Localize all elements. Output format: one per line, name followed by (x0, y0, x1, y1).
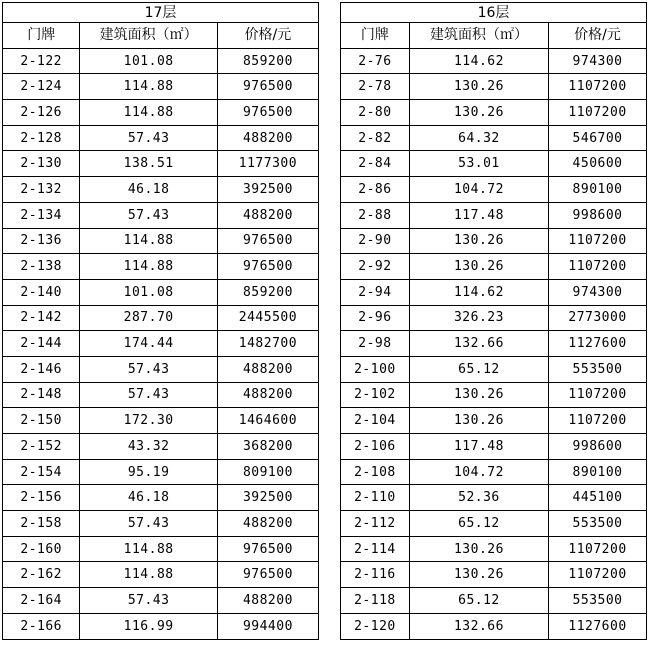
price-cell: 1107200 (549, 228, 647, 254)
price-cell: 392500 (217, 485, 318, 511)
price-cell: 2773000 (549, 305, 647, 331)
table-row (3, 408, 319, 434)
price-cell: 998600 (549, 202, 647, 228)
table-row (341, 228, 647, 254)
price-cell: 1107200 (549, 382, 647, 408)
unit-cell: 2-146 (3, 356, 80, 382)
column-header-unit: 门牌 (341, 23, 410, 49)
unit-cell: 2-90 (341, 228, 410, 254)
table-row (341, 459, 647, 485)
unit-cell: 2-86 (341, 177, 410, 203)
unit-cell: 2-162 (3, 562, 80, 588)
floor-17-table (2, 2, 319, 640)
price-cell: 976500 (217, 74, 318, 100)
area-cell: 57.43 (80, 202, 217, 228)
table-row (3, 228, 319, 254)
price-cell: 809100 (217, 459, 318, 485)
price-cell: 976500 (217, 254, 318, 280)
price-cell: 976500 (217, 228, 318, 254)
unit-cell: 2-92 (341, 254, 410, 280)
area-cell: 57.43 (80, 588, 217, 614)
area-cell: 114.88 (80, 74, 217, 100)
price-cell: 1464600 (217, 408, 318, 434)
table-row (341, 382, 647, 408)
table-row (341, 305, 647, 331)
price-cell: 976500 (217, 536, 318, 562)
price-cell: 1127600 (549, 613, 647, 639)
area-cell: 52.36 (409, 485, 548, 511)
area-cell: 287.70 (80, 305, 217, 331)
column-header-price: 价格/元 (549, 23, 647, 49)
table-row (3, 48, 319, 74)
unit-cell: 2-104 (341, 408, 410, 434)
price-cell: 1107200 (549, 408, 647, 434)
price-cell: 553500 (549, 511, 647, 537)
area-cell: 138.51 (80, 151, 217, 177)
unit-cell: 2-152 (3, 434, 80, 460)
price-cell: 488200 (217, 202, 318, 228)
area-cell: 114.88 (80, 254, 217, 280)
price-cell: 488200 (217, 382, 318, 408)
price-cell: 890100 (549, 177, 647, 203)
area-cell: 132.66 (409, 331, 548, 357)
price-cell: 1107200 (549, 536, 647, 562)
unit-cell: 2-116 (341, 562, 410, 588)
table-row (3, 511, 319, 537)
area-cell: 130.26 (409, 536, 548, 562)
price-cell: 976500 (217, 562, 318, 588)
area-cell: 101.08 (80, 279, 217, 305)
unit-cell: 2-164 (3, 588, 80, 614)
table-row (3, 279, 319, 305)
table-row (3, 305, 319, 331)
column-header-unit: 门牌 (3, 23, 80, 49)
area-cell: 46.18 (80, 177, 217, 203)
unit-cell: 2-166 (3, 613, 80, 639)
price-cell: 368200 (217, 434, 318, 460)
table-row (3, 562, 319, 588)
area-cell: 104.72 (409, 459, 548, 485)
price-cell: 998600 (549, 434, 647, 460)
table-row (3, 459, 319, 485)
unit-cell: 2-140 (3, 279, 80, 305)
area-cell: 65.12 (409, 588, 548, 614)
table-row (3, 177, 319, 203)
area-cell: 130.26 (409, 382, 548, 408)
unit-cell: 2-154 (3, 459, 80, 485)
table-row (341, 279, 647, 305)
table-body (341, 48, 647, 639)
table-row (341, 485, 647, 511)
price-cell: 546700 (549, 125, 647, 151)
floor-title: 16层 (341, 3, 647, 23)
unit-cell: 2-114 (341, 536, 410, 562)
unit-cell: 2-148 (3, 382, 80, 408)
area-cell: 130.26 (409, 254, 548, 280)
price-cell: 994400 (217, 613, 318, 639)
table-row (3, 74, 319, 100)
price-cell: 859200 (217, 48, 318, 74)
table-row (341, 613, 647, 639)
price-cell: 450600 (549, 151, 647, 177)
table-row (3, 613, 319, 639)
area-cell: 130.26 (409, 74, 548, 100)
unit-cell: 2-144 (3, 331, 80, 357)
table-row (3, 434, 319, 460)
unit-cell: 2-108 (341, 459, 410, 485)
table-row (341, 151, 647, 177)
price-cell: 488200 (217, 511, 318, 537)
area-cell: 57.43 (80, 382, 217, 408)
unit-cell: 2-134 (3, 202, 80, 228)
unit-cell: 2-136 (3, 228, 80, 254)
price-cell: 445100 (549, 485, 647, 511)
unit-cell: 2-82 (341, 125, 410, 151)
unit-cell: 2-160 (3, 536, 80, 562)
area-cell: 116.99 (80, 613, 217, 639)
unit-cell: 2-142 (3, 305, 80, 331)
table-row (3, 331, 319, 357)
price-cell: 392500 (217, 177, 318, 203)
table-row (341, 100, 647, 126)
area-cell: 130.26 (409, 562, 548, 588)
area-cell: 114.88 (80, 228, 217, 254)
floor-title: 17层 (3, 3, 319, 23)
table-row (341, 202, 647, 228)
table-row (341, 434, 647, 460)
price-cell: 488200 (217, 356, 318, 382)
area-cell: 104.72 (409, 177, 548, 203)
area-cell: 174.44 (80, 331, 217, 357)
area-cell: 132.66 (409, 613, 548, 639)
table-row (341, 74, 647, 100)
unit-cell: 2-78 (341, 74, 410, 100)
table-row (3, 356, 319, 382)
unit-cell: 2-96 (341, 305, 410, 331)
table-row (341, 48, 647, 74)
floor-17-panel (2, 2, 319, 640)
area-cell: 114.88 (80, 562, 217, 588)
price-cell: 488200 (217, 125, 318, 151)
area-cell: 326.23 (409, 305, 548, 331)
price-cell: 1482700 (217, 331, 318, 357)
table-row (341, 588, 647, 614)
area-cell: 64.32 (409, 125, 548, 151)
unit-cell: 2-158 (3, 511, 80, 537)
unit-cell: 2-100 (341, 356, 410, 382)
area-cell: 101.08 (80, 48, 217, 74)
table-row (341, 254, 647, 280)
price-cell: 1127600 (549, 331, 647, 357)
area-cell: 172.30 (80, 408, 217, 434)
column-header-area: 建筑面积（㎡） (80, 23, 217, 49)
unit-cell: 2-102 (341, 382, 410, 408)
price-cell: 1107200 (549, 100, 647, 126)
unit-cell: 2-94 (341, 279, 410, 305)
area-cell: 57.43 (80, 511, 217, 537)
area-cell: 114.62 (409, 279, 548, 305)
table-row (3, 100, 319, 126)
price-cell: 859200 (217, 279, 318, 305)
area-cell: 57.43 (80, 125, 217, 151)
price-cell: 488200 (217, 588, 318, 614)
area-cell: 114.88 (80, 100, 217, 126)
price-cell: 890100 (549, 459, 647, 485)
unit-cell: 2-124 (3, 74, 80, 100)
table-row (341, 356, 647, 382)
unit-cell: 2-150 (3, 408, 80, 434)
table-row (3, 485, 319, 511)
area-cell: 65.12 (409, 356, 548, 382)
unit-cell: 2-122 (3, 48, 80, 74)
unit-cell: 2-156 (3, 485, 80, 511)
table-row (3, 382, 319, 408)
table-body (3, 48, 319, 639)
area-cell: 114.62 (409, 48, 548, 74)
table-row (3, 588, 319, 614)
floor-16-table (340, 2, 647, 640)
price-cell: 976500 (217, 100, 318, 126)
area-cell: 114.88 (80, 536, 217, 562)
area-cell: 130.26 (409, 408, 548, 434)
unit-cell: 2-80 (341, 100, 410, 126)
table-row (3, 125, 319, 151)
area-cell: 117.48 (409, 434, 548, 460)
table-row (341, 536, 647, 562)
table-row (3, 536, 319, 562)
unit-cell: 2-118 (341, 588, 410, 614)
area-cell: 117.48 (409, 202, 548, 228)
unit-cell: 2-126 (3, 100, 80, 126)
area-cell: 43.32 (80, 434, 217, 460)
unit-cell: 2-130 (3, 151, 80, 177)
unit-cell: 2-112 (341, 511, 410, 537)
table-row (341, 511, 647, 537)
price-cell: 1107200 (549, 74, 647, 100)
unit-cell: 2-132 (3, 177, 80, 203)
table-row (3, 202, 319, 228)
unit-cell: 2-106 (341, 434, 410, 460)
unit-cell: 2-110 (341, 485, 410, 511)
table-row (3, 254, 319, 280)
price-cell: 974300 (549, 48, 647, 74)
price-cell: 1177300 (217, 151, 318, 177)
unit-cell: 2-98 (341, 331, 410, 357)
unit-cell: 2-84 (341, 151, 410, 177)
unit-cell: 2-138 (3, 254, 80, 280)
area-cell: 95.19 (80, 459, 217, 485)
table-row (341, 177, 647, 203)
unit-cell: 2-88 (341, 202, 410, 228)
area-cell: 57.43 (80, 356, 217, 382)
unit-cell: 2-120 (341, 613, 410, 639)
price-cell: 1107200 (549, 562, 647, 588)
floor-16-panel (340, 2, 647, 640)
unit-cell: 2-76 (341, 48, 410, 74)
area-cell: 65.12 (409, 511, 548, 537)
table-row (341, 331, 647, 357)
column-header-area: 建筑面积（㎡） (409, 23, 548, 49)
area-cell: 130.26 (409, 228, 548, 254)
table-row (341, 125, 647, 151)
price-cell: 974300 (549, 279, 647, 305)
table-row (341, 408, 647, 434)
price-cell: 553500 (549, 588, 647, 614)
area-cell: 53.01 (409, 151, 548, 177)
column-header-price: 价格/元 (217, 23, 318, 49)
price-cell: 553500 (549, 356, 647, 382)
price-cell: 1107200 (549, 254, 647, 280)
table-row (3, 151, 319, 177)
unit-cell: 2-128 (3, 125, 80, 151)
area-cell: 130.26 (409, 100, 548, 126)
price-cell: 2445500 (217, 305, 318, 331)
area-cell: 46.18 (80, 485, 217, 511)
table-row (341, 562, 647, 588)
